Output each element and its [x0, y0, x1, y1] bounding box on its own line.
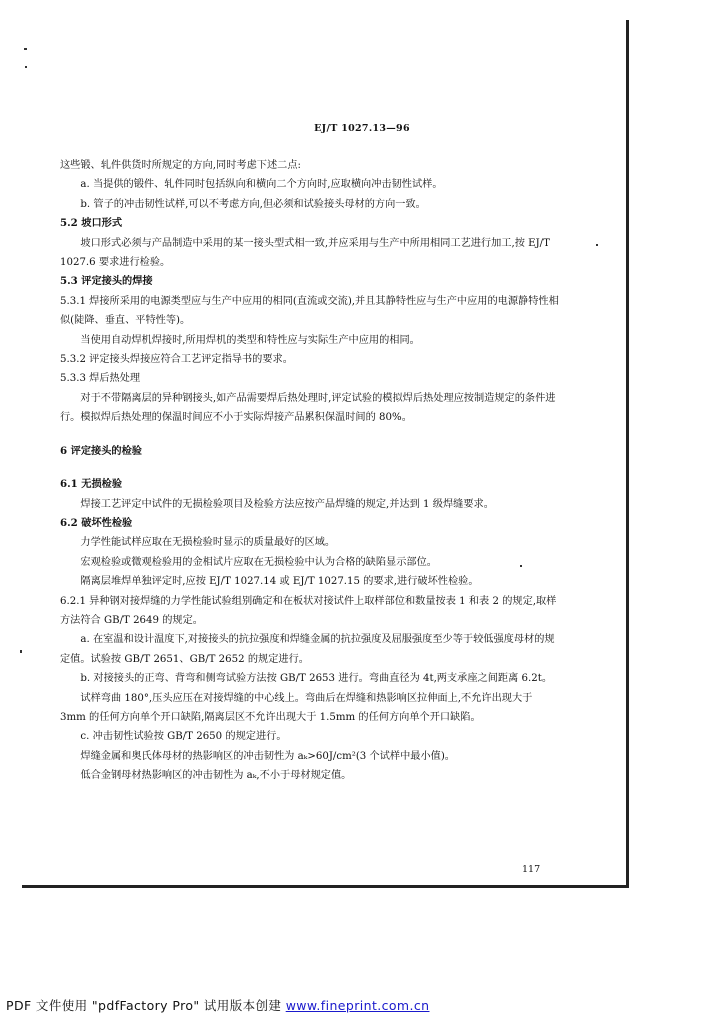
scan-speck [24, 48, 27, 50]
page-border-bottom [22, 885, 629, 888]
footer-link[interactable]: www.fineprint.com.cn [285, 998, 430, 1013]
paragraph: c. 冲击韧性试验按 GB/T 2650 的规定进行。 [80, 731, 287, 743]
paragraph: 这些锻、轧件供货时所规定的方向,同时考虑下述二点: [60, 160, 301, 171]
paragraph: 隔离层堆焊单独评定时,应按 EJ/T 1027.14 或 EJ/T 1027.15 的要求,进行破坏性检验。 [80, 576, 479, 588]
paragraph: 5.3.2 评定接头焊接应符合工艺评定指导书的要求。 [60, 354, 293, 366]
paragraph: 6.2.1 异种钢对接焊缝的力学性能试验组别确定和在板状对接试件上取样部位和数量按表 1 和表 2 的规定,取样方法符合 GB/T 2649 的规定。 [60, 595, 557, 626]
footer-text: PDF 文件使用 "pdfFactory Pro" 试用版本创建 [6, 998, 286, 1013]
paragraph: 对于不带隔离层的异种钢接头,如产品需要焊后热处理时,评定试验的模拟焊后热处理应按制造规定的条件进行。模拟焊后热处理的保温时间应不小于实际焊接产品累积保温时间的 80%。 [60, 392, 556, 424]
page-border-right [626, 20, 629, 888]
paragraph: 5.3 评定接头的焊接 [60, 275, 153, 288]
paragraph: 焊缝金属和奥氏体母材的热影响区的冲击韧性为 aₖ>60J/cm²(3 个试样中最小值)。 [80, 750, 455, 762]
paragraph: 5.2 坡口形式 [60, 217, 123, 230]
spacer [60, 428, 560, 442]
paragraph: 低合金钢母材热影响区的冲击韧性为 aₖ,不小于母材规定值。 [80, 770, 352, 782]
scan-speck [20, 650, 22, 653]
scan-speck [25, 66, 27, 68]
paragraph: 力学性能试样应取在无损检验时显示的质量最好的区域。 [80, 537, 336, 549]
paragraph: 6.2 破坏性检验 [60, 516, 133, 529]
scan-speck [596, 244, 598, 246]
pdf-footer [6, 996, 429, 1014]
paragraph: 焊接工艺评定中试件的无损检验项目及检验方法应按产品焊缝的规定,并达到 1 级焊缝要求。 [80, 498, 494, 510]
paragraph: b. 对接接头的正弯、背弯和侧弯试验方法按 GB/T 2653 进行。弯曲直径为 4t,两支承座之间距离 6.2t。 [80, 673, 553, 685]
spacer [60, 461, 560, 475]
document-header: EJ/T 1027.13—96 [314, 123, 410, 134]
paragraph: 当使用自动焊机焊接时,所用焊机的类型和特性应与实际生产中应用的相同。 [80, 334, 420, 346]
paragraph: 5.3.3 焊后热处理 [60, 373, 141, 385]
paragraph: 试样弯曲 180°,压头应压在对接焊缝的中心线上。弯曲后在焊缝和热影响区拉伸面上,不允许出现大于 3mm 的任何方向单个开口缺陷,隔离层区不允许出现大于 1.5mm 的任何方向单个开口缺陷。 [60, 692, 533, 723]
paragraph: 坡口形式必须与产品制造中采用的某一接头型式相一致,并应采用与生产中所用相同工艺进行加工,按 EJ/T 1027.6 要求进行检验。 [60, 237, 550, 269]
page-number: 117 [522, 864, 541, 875]
paragraph: 5.3.1 焊接所采用的电源类型应与生产中应用的相同(直流或交流),并且其静特性应与生产中应用的电源静特性相似(陡降、垂直、平特性等)。 [60, 295, 559, 327]
paragraph: a. 当提供的锻件、轧件同时包括纵向和横向二个方向时,应取横向冲击韧性试样。 [80, 179, 443, 191]
paragraph: 6.1 无损检验 [60, 478, 123, 491]
paragraph: 6 评定接头的检验 [60, 444, 142, 457]
document-body [60, 156, 560, 786]
paragraph: a. 在室温和设计温度下,对接接头的抗拉强度和焊缝金属的抗拉强度及屈服强度至少等于较低强度母材的规定值。试验按 GB/T 2651、GB/T 2652 的规定进行。 [60, 634, 555, 665]
paragraph: b. 管子的冲击韧性试样,可以不考虑方向,但必须和试验接头母材的方向一致。 [80, 198, 426, 210]
paragraph: 宏观检验或微观检验用的金相试片应取在无损检验中认为合格的缺陷显示部位。 [80, 556, 437, 568]
